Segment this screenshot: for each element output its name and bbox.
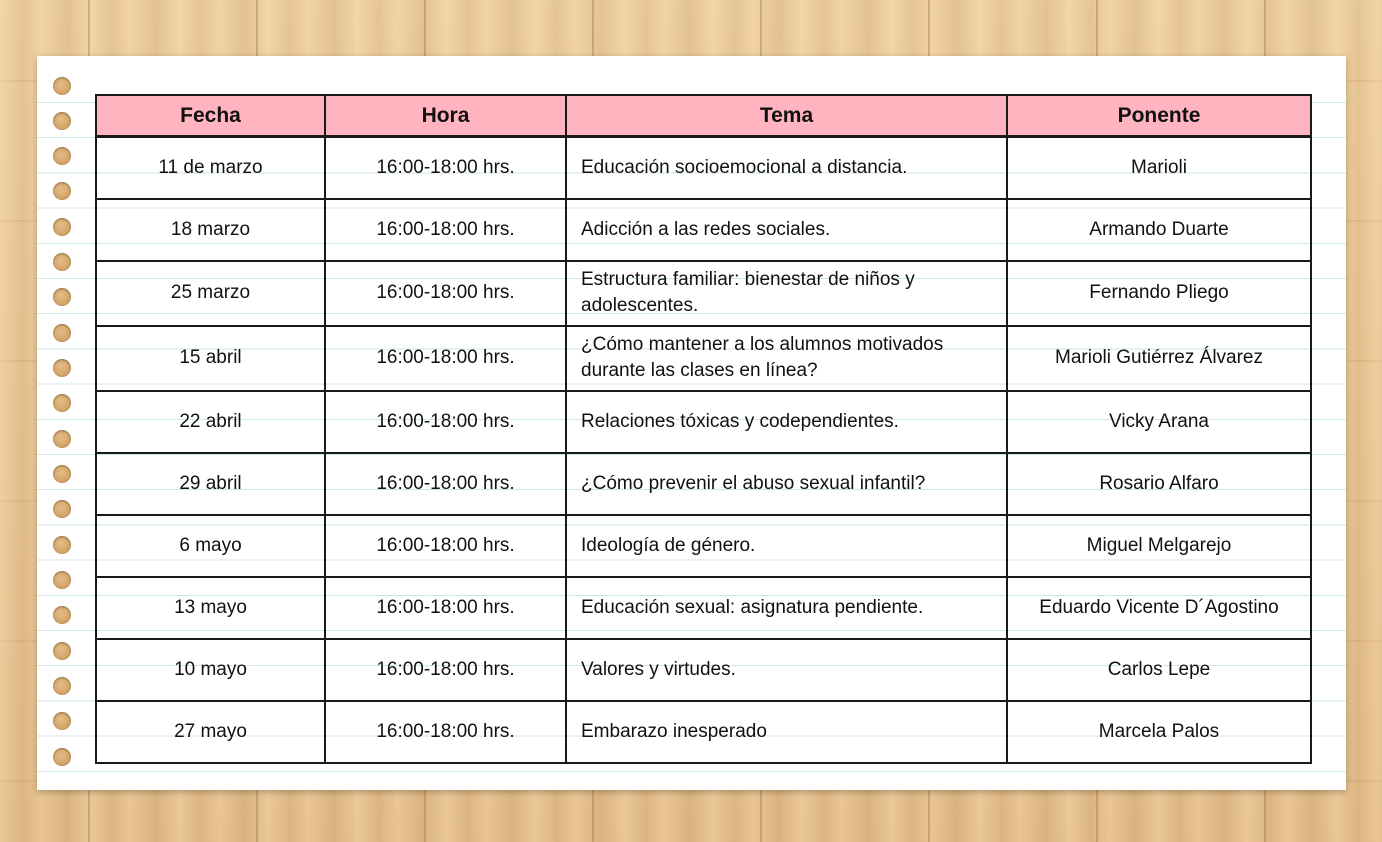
cell-tema: ¿Cómo mantener a los alumnos motivados durante las clases en línea? bbox=[566, 326, 1007, 391]
binder-hole bbox=[53, 500, 71, 518]
table-row bbox=[96, 261, 1311, 326]
cell-tema: Educación socioemocional a distancia. bbox=[566, 137, 1007, 199]
cell-tema: Educación sexual: asignatura pendiente. bbox=[566, 577, 1007, 639]
cell-ponente: Marcela Palos bbox=[1007, 701, 1311, 763]
header-fecha: Fecha bbox=[96, 95, 325, 137]
binder-hole bbox=[53, 677, 71, 695]
cell-tema: Estructura familiar: bienestar de niños y adolescentes. bbox=[566, 261, 1007, 326]
cell-ponente: Marioli bbox=[1007, 137, 1311, 199]
table-row bbox=[96, 639, 1311, 701]
binder-hole bbox=[53, 394, 71, 412]
cell-ponente: Eduardo Vicente D´Agostino bbox=[1007, 577, 1311, 639]
cell-fecha: 13 mayo bbox=[96, 577, 325, 639]
table-header-row bbox=[96, 95, 1311, 137]
binder-hole bbox=[53, 748, 71, 766]
cell-ponente: Vicky Arana bbox=[1007, 391, 1311, 453]
binder-hole bbox=[53, 712, 71, 730]
binder-hole bbox=[53, 182, 71, 200]
cell-fecha: 10 mayo bbox=[96, 639, 325, 701]
cell-hora: 16:00-18:00 hrs. bbox=[325, 515, 566, 577]
table-row bbox=[96, 453, 1311, 515]
cell-hora: 16:00-18:00 hrs. bbox=[325, 639, 566, 701]
binder-hole bbox=[53, 112, 71, 130]
cell-ponente: Marioli Gutiérrez Álvarez bbox=[1007, 326, 1311, 391]
cell-tema: Relaciones tóxicas y codependientes. bbox=[566, 391, 1007, 453]
cell-fecha: 22 abril bbox=[96, 391, 325, 453]
binder-hole bbox=[53, 77, 71, 95]
cell-fecha: 18 marzo bbox=[96, 199, 325, 261]
table-row bbox=[96, 137, 1311, 199]
header-hora: Hora bbox=[325, 95, 566, 137]
cell-hora: 16:00-18:00 hrs. bbox=[325, 701, 566, 763]
header-tema: Tema bbox=[566, 95, 1007, 137]
cell-hora: 16:00-18:00 hrs. bbox=[325, 261, 566, 326]
table-row bbox=[96, 701, 1311, 763]
cell-fecha: 11 de marzo bbox=[96, 137, 325, 199]
binder-hole bbox=[53, 359, 71, 377]
cell-hora: 16:00-18:00 hrs. bbox=[325, 453, 566, 515]
binder-hole bbox=[53, 288, 71, 306]
cell-ponente: Fernando Pliego bbox=[1007, 261, 1311, 326]
notebook-paper bbox=[37, 56, 1346, 790]
cell-ponente: Carlos Lepe bbox=[1007, 639, 1311, 701]
binder-hole bbox=[53, 571, 71, 589]
binder-hole bbox=[53, 536, 71, 554]
binder-hole bbox=[53, 147, 71, 165]
binder-hole bbox=[53, 606, 71, 624]
cell-fecha: 29 abril bbox=[96, 453, 325, 515]
binder-hole bbox=[53, 253, 71, 271]
table-row bbox=[96, 515, 1311, 577]
binder-hole bbox=[53, 642, 71, 660]
cell-tema: Ideología de género. bbox=[566, 515, 1007, 577]
binder-hole bbox=[53, 324, 71, 342]
table-row bbox=[96, 391, 1311, 453]
table-row bbox=[96, 199, 1311, 261]
cell-ponente: Armando Duarte bbox=[1007, 199, 1311, 261]
binder-hole bbox=[53, 218, 71, 236]
table-row bbox=[96, 326, 1311, 391]
cell-hora: 16:00-18:00 hrs. bbox=[325, 137, 566, 199]
cell-tema: Embarazo inesperado bbox=[566, 701, 1007, 763]
cell-fecha: 27 mayo bbox=[96, 701, 325, 763]
cell-hora: 16:00-18:00 hrs. bbox=[325, 326, 566, 391]
schedule-table bbox=[95, 94, 1312, 764]
cell-fecha: 6 mayo bbox=[96, 515, 325, 577]
cell-ponente: Rosario Alfaro bbox=[1007, 453, 1311, 515]
cell-hora: 16:00-18:00 hrs. bbox=[325, 577, 566, 639]
binder-hole bbox=[53, 465, 71, 483]
cell-fecha: 15 abril bbox=[96, 326, 325, 391]
cell-tema: Adicción a las redes sociales. bbox=[566, 199, 1007, 261]
table-row bbox=[96, 577, 1311, 639]
cell-tema: ¿Cómo prevenir el abuso sexual infantil? bbox=[566, 453, 1007, 515]
binder-hole bbox=[53, 430, 71, 448]
cell-ponente: Miguel Melgarejo bbox=[1007, 515, 1311, 577]
cell-tema: Valores y virtudes. bbox=[566, 639, 1007, 701]
cell-fecha: 25 marzo bbox=[96, 261, 325, 326]
header-ponente: Ponente bbox=[1007, 95, 1311, 137]
cell-hora: 16:00-18:00 hrs. bbox=[325, 199, 566, 261]
cell-hora: 16:00-18:00 hrs. bbox=[325, 391, 566, 453]
